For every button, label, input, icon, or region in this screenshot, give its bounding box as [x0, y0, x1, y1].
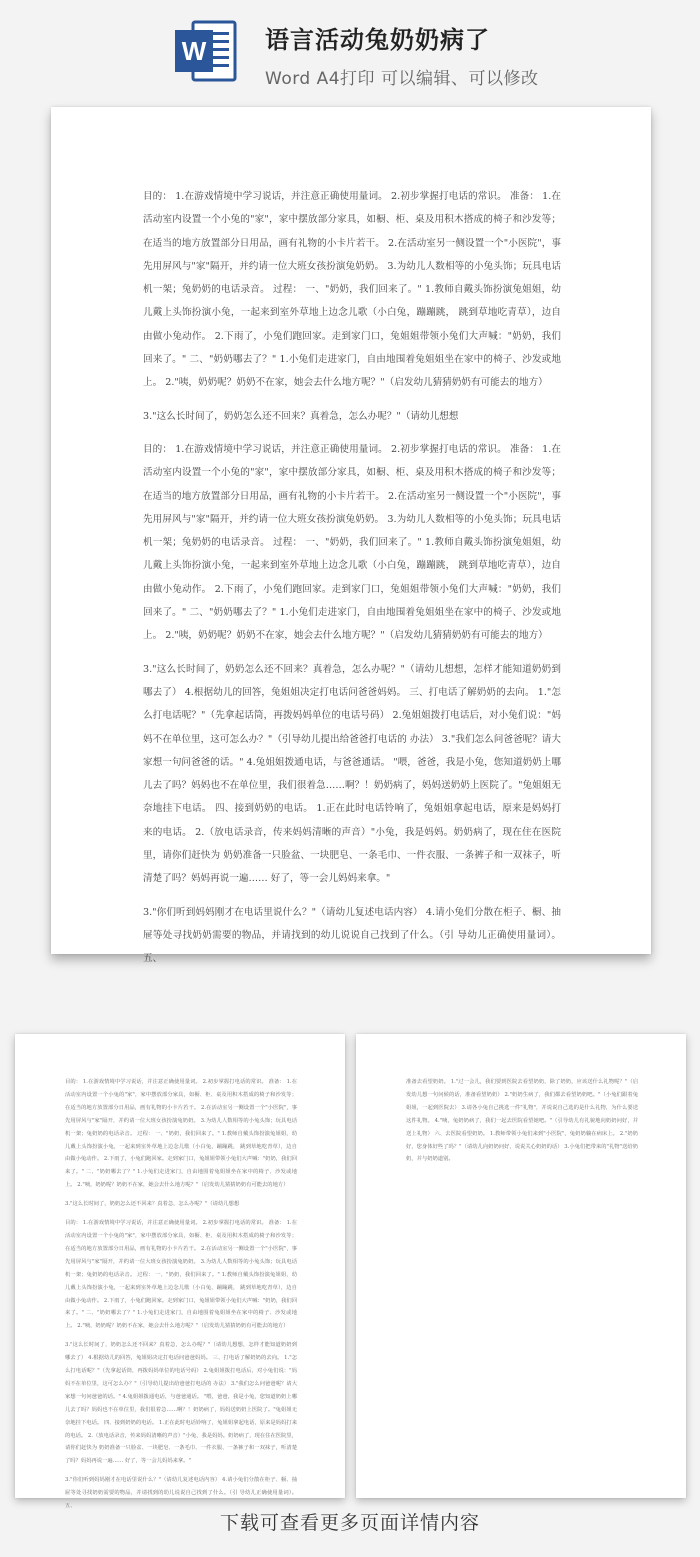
paragraph: 准备去看望奶奶。 1."过一会儿，我们要到医院去看望奶奶，除了奶奶，应该送什么礼物呢？"（启发幼儿想一句问候的话，准备看望奶奶） 2."奶奶生病了，我们都去看望奶奶吧。"（小兔们跟着兔姐姐，一起到医院去） 3.请各小兔自己挑选一件"礼物"，并说说自己选的是什么礼物，为什么要送这件礼物。 4."咦，兔奶奶病了，我们一起去医院看望她吧。"（引导幼儿有礼貌地向奶奶问好，并送上礼物） 六、去医院看望奶奶。 1.教师带领小兔们来到"小医院"，兔奶奶躺在病床上。 2."奶奶好，您身体好些了吗？"（请幼儿向奶奶问好，说说关心奶奶的话） 3.小兔们把带来的"礼物"送给奶奶，并与奶奶道别。 — [406, 1079, 638, 1163]
document-body — [143, 185, 561, 981]
paragraph: 3."这么长时间了，奶奶怎么还不回来？真着急，怎么办呢？"（请幼儿想想 — [65, 1201, 240, 1208]
download-more-link[interactable]: 下载可查看更多页面详情内容 — [219, 1512, 480, 1534]
page-thumbnail-2[interactable] — [356, 1034, 686, 1498]
paragraph: 3."这么长时间了，奶奶怎么还不回来？真着急，怎么办呢？"（请幼儿想想，怎样才能知道奶奶到哪去了） 4.根据幼儿的回答，兔姐姐决定打电话问爸爸妈妈。 三、打电话了解奶奶的去向。 1."怎么打电话呢？"（先拿起话筒，再拨妈妈单位的电话号码） 2.兔姐姐拨打电话后，对小兔们说："妈妈不在单位里，这可怎么办？"（引导幼儿提出给爸爸打电话的 办法） 3."我们怎么问爸爸呢？请大家想一句问爸爸的话。" 4.兔姐姐拨通电话，与爸爸通话。 "喂，爸爸，我是小兔，您知道奶奶上哪儿去了吗？妈妈也不在单位里，我们很着急……啊？！奶奶病了，妈妈送奶奶上医院了。"兔姐姐无奈地挂下电话。 四、接到奶奶的电话。 1.正在此时电话铃响了，兔姐姐拿起电话，原来是妈妈打来的电话。 2.（放电话录音，传来妈妈清晰的声音）"小兔，我是妈妈。奶奶病了，现在住在医院里，请你们赶快为 奶奶准备一只脸盆、一块肥皂、一条毛巾、一件衣服、一条裤子和一双袜子，听清楚了吗？妈妈再说一遍…… 好了，等一会儿妈妈来拿。" — [65, 1342, 297, 1465]
paragraph: 目的： 1.在游戏情境中学习说话，并注意正确使用量词。 2.初步掌握打电话的常识。 准备： 1.在活动室内设置一个小兔的"家"，家中摆放部分家具，如橱、柜、桌及用积木搭成的椅子和沙发等；在适当的地方放置部分日用品，画有礼物的小卡片若干。 2.在活动室另一侧设置一个"小医院"，事先用屏风与"家"隔开，并约请一位大班女孩扮演兔奶奶。 3.为幼儿人数相等的小兔头饰；玩具电话机一架；兔奶奶的电话录音。 过程： 一、"奶奶，我们回来了。" 1.教师自戴头饰扮演兔姐姐，幼儿戴上头饰扮演小兔，一起来到室外草地上边念儿歌（小白兔，蹦蹦跳， 跳到草地吃青草），边自由做小兔动作。 2.下雨了，小兔们跑回家。走到家门口，兔姐姐带领小兔们大声喊："奶奶，我们回来了。" 二、"奶奶哪去了？" 1.小兔们走进家门，自由地围着兔姐姐坐在家中的椅子、沙发或地上。 2."咦，奶奶呢？奶奶不在家，她会去什么地方呢？"（启发幼儿猜猜奶奶有可能去的地方） — [65, 1220, 297, 1330]
page-thumbnail-1[interactable] — [15, 1034, 345, 1510]
word-icon — [173, 18, 239, 84]
paragraph: 目的： 1.在游戏情境中学习说话，并注意正确使用量词。 2.初步掌握打电话的常识。 准备： 1.在活动室内设置一个小兔的"家"，家中摆放部分家具，如橱、柜、桌及用积木搭成的椅子和沙发等；在适当的地方放置部分日用品，画有礼物的小卡片若干。 2.在活动室另一侧设置一个"小医院"，事先用屏风与"家"隔开，并约请一位大班女孩扮演兔奶奶。 3.为幼儿人数相等的小兔头饰；玩具电话机一架；兔奶奶的电话录音。 过程： 一、"奶奶，我们回来了。" 1.教师自戴头饰扮演兔姐姐，幼儿戴上头饰扮演小兔，一起来到室外草地上边念儿歌（小白兔，蹦蹦跳， 跳到草地吃青草），边自由做小兔动作。 2.下雨了，小兔们跑回家。走到家门口，兔姐姐带领小兔们大声喊："奶奶，我们回来了。" 二、"奶奶哪去了？" 1.小兔们走进家门，自由地围着兔姐姐坐在家中的椅子、沙发或地上。 2."咦，奶奶呢？奶奶不在家，她会去什么地方呢？"（启发幼儿猜猜奶奶有可能去的地方） — [65, 1079, 297, 1189]
paragraph: 3."这么长时间了，奶奶怎么还不回来？真着急，怎么办呢？"（请幼儿想想，怎样才能知道奶奶到哪去了） 4.根据幼儿的回答，兔姐姐决定打电话问爸爸妈妈。 三、打电话了解奶奶的去向。 1."怎么打电话呢？"（先拿起话筒，再拨妈妈单位的电话号码） 2.兔姐姐拨打电话后，对小兔们说："妈妈不在单位里，这可怎么办？"（引导幼儿提出给爸爸打电话的 办法） 3."我们怎么问爸爸呢？请大家想一句问爸爸的话。" 4.兔姐姐拨通电话，与爸爸通话。 "喂，爸爸，我是小兔，您知道奶奶上哪儿去了吗？妈妈也不在单位里，我们很着急……啊？！奶奶病了，妈妈送奶奶上医院了。"兔姐姐无奈地挂下电话。 四、接到奶奶的电话。 1.正在此时电话铃响了，兔姐姐拿起电话，原来是妈妈打来的电话。 2.（放电话录音，传来妈妈清晰的声音）"小兔，我是妈妈。奶奶病了，现在住在医院里，请你们赶快为 奶奶准备一只脸盆、一块肥皂、一条毛巾、一件衣服、一条裤子和一双袜子，听清楚了吗？妈妈再说一遍…… 好了，等一会儿妈妈来拿。" — [143, 663, 561, 885]
paragraph: 3."这么长时间了，奶奶怎么还不回来？真着急，怎么办呢？"（请幼儿想想 — [143, 410, 459, 422]
page-title: 语言活动兔奶奶病了 — [265, 26, 490, 54]
header — [0, 0, 700, 95]
svg-text:W: W — [181, 36, 207, 66]
document-page-preview[interactable] — [51, 107, 651, 965]
paragraph: 3."你们听到妈妈刚才在电话里说什么？"（请幼儿复述电话内容） 4.请小兔们分散在柜子、橱、抽屉等处寻找奶奶需要的物品，并请找到的幼儿说说自己找到了什么。（引 导幼儿正确使用量词）。 五、 — [65, 1477, 297, 1510]
paragraph: 3."你们听到妈妈刚才在电话里说什么？"（请幼儿复述电话内容） 4.请小兔们分散在柜子、橱、抽屉等处寻找奶奶需要的物品，并请找到的幼儿说说自己找到了什么。（引 导幼儿正确使用量词）。 五、 — [143, 906, 561, 965]
page-subtitle: Word A4打印 可以编辑、可以修改 — [265, 69, 539, 89]
paragraph: 目的： 1.在游戏情境中学习说话，并注意正确使用量词。 2.初步掌握打电话的常识。 准备： 1.在活动室内设置一个小兔的"家"，家中摆放部分家具，如橱、柜、桌及用积木搭成的椅子和沙发等；在适当的地方放置部分日用品，画有礼物的小卡片若干。 2.在活动室另一侧设置一个"小医院"，事先用屏风与"家"隔开，并约请一位大班女孩扮演兔奶奶。 3.为幼儿人数相等的小兔头饰；玩具电话机一架；兔奶奶的电话录音。 过程： 一、"奶奶，我们回来了。" 1.教师自戴头饰扮演兔姐姐，幼儿戴上头饰扮演小兔，一起来到室外草地上边念儿歌（小白兔，蹦蹦跳， 跳到草地吃青草），边自由做小兔动作。 2.下雨了，小兔们跑回家。走到家门口，兔姐姐带领小兔们大声喊："奶奶，我们回来了。" 二、"奶奶哪去了？" 1.小兔们走进家门，自由地围着兔姐姐坐在家中的椅子、沙发或地上。 2."咦，奶奶呢？奶奶不在家，她会去什么地方呢？"（启发幼儿猜猜奶奶有可能去的地方） — [143, 443, 561, 642]
paragraph: 目的： 1.在游戏情境中学习说话，并注意正确使用量词。 2.初步掌握打电话的常识。 准备： 1.在活动室内设置一个小兔的"家"，家中摆放部分家具，如橱、柜、桌及用积木搭成的椅子和沙发等；在适当的地方放置部分日用品，画有礼物的小卡片若干。 2.在活动室另一侧设置一个"小医院"，事先用屏风与"家"隔开，并约请一位大班女孩扮演兔奶奶。 3.为幼儿人数相等的小兔头饰；玩具电话机一架；兔奶奶的电话录音。 过程： 一、"奶奶，我们回来了。" 1.教师自戴头饰扮演兔姐姐，幼儿戴上头饰扮演小兔，一起来到室外草地上边念儿歌（小白兔，蹦蹦跳， 跳到草地吃青草），边自由做小兔动作。 2.下雨了，小兔们跑回家。走到家门口，兔姐姐带领小兔们大声喊："奶奶，我们回来了。" 二、"奶奶哪去了？" 1.小兔们走进家门，自由地围着兔姐姐坐在家中的椅子、沙发或地上。 2."咦，奶奶呢？奶奶不在家，她会去什么地方呢？"（启发幼儿猜猜奶奶有可能去的地方） — [143, 191, 561, 389]
thumbnail-body — [65, 1076, 297, 1519]
thumbnail-body — [406, 1076, 638, 1172]
